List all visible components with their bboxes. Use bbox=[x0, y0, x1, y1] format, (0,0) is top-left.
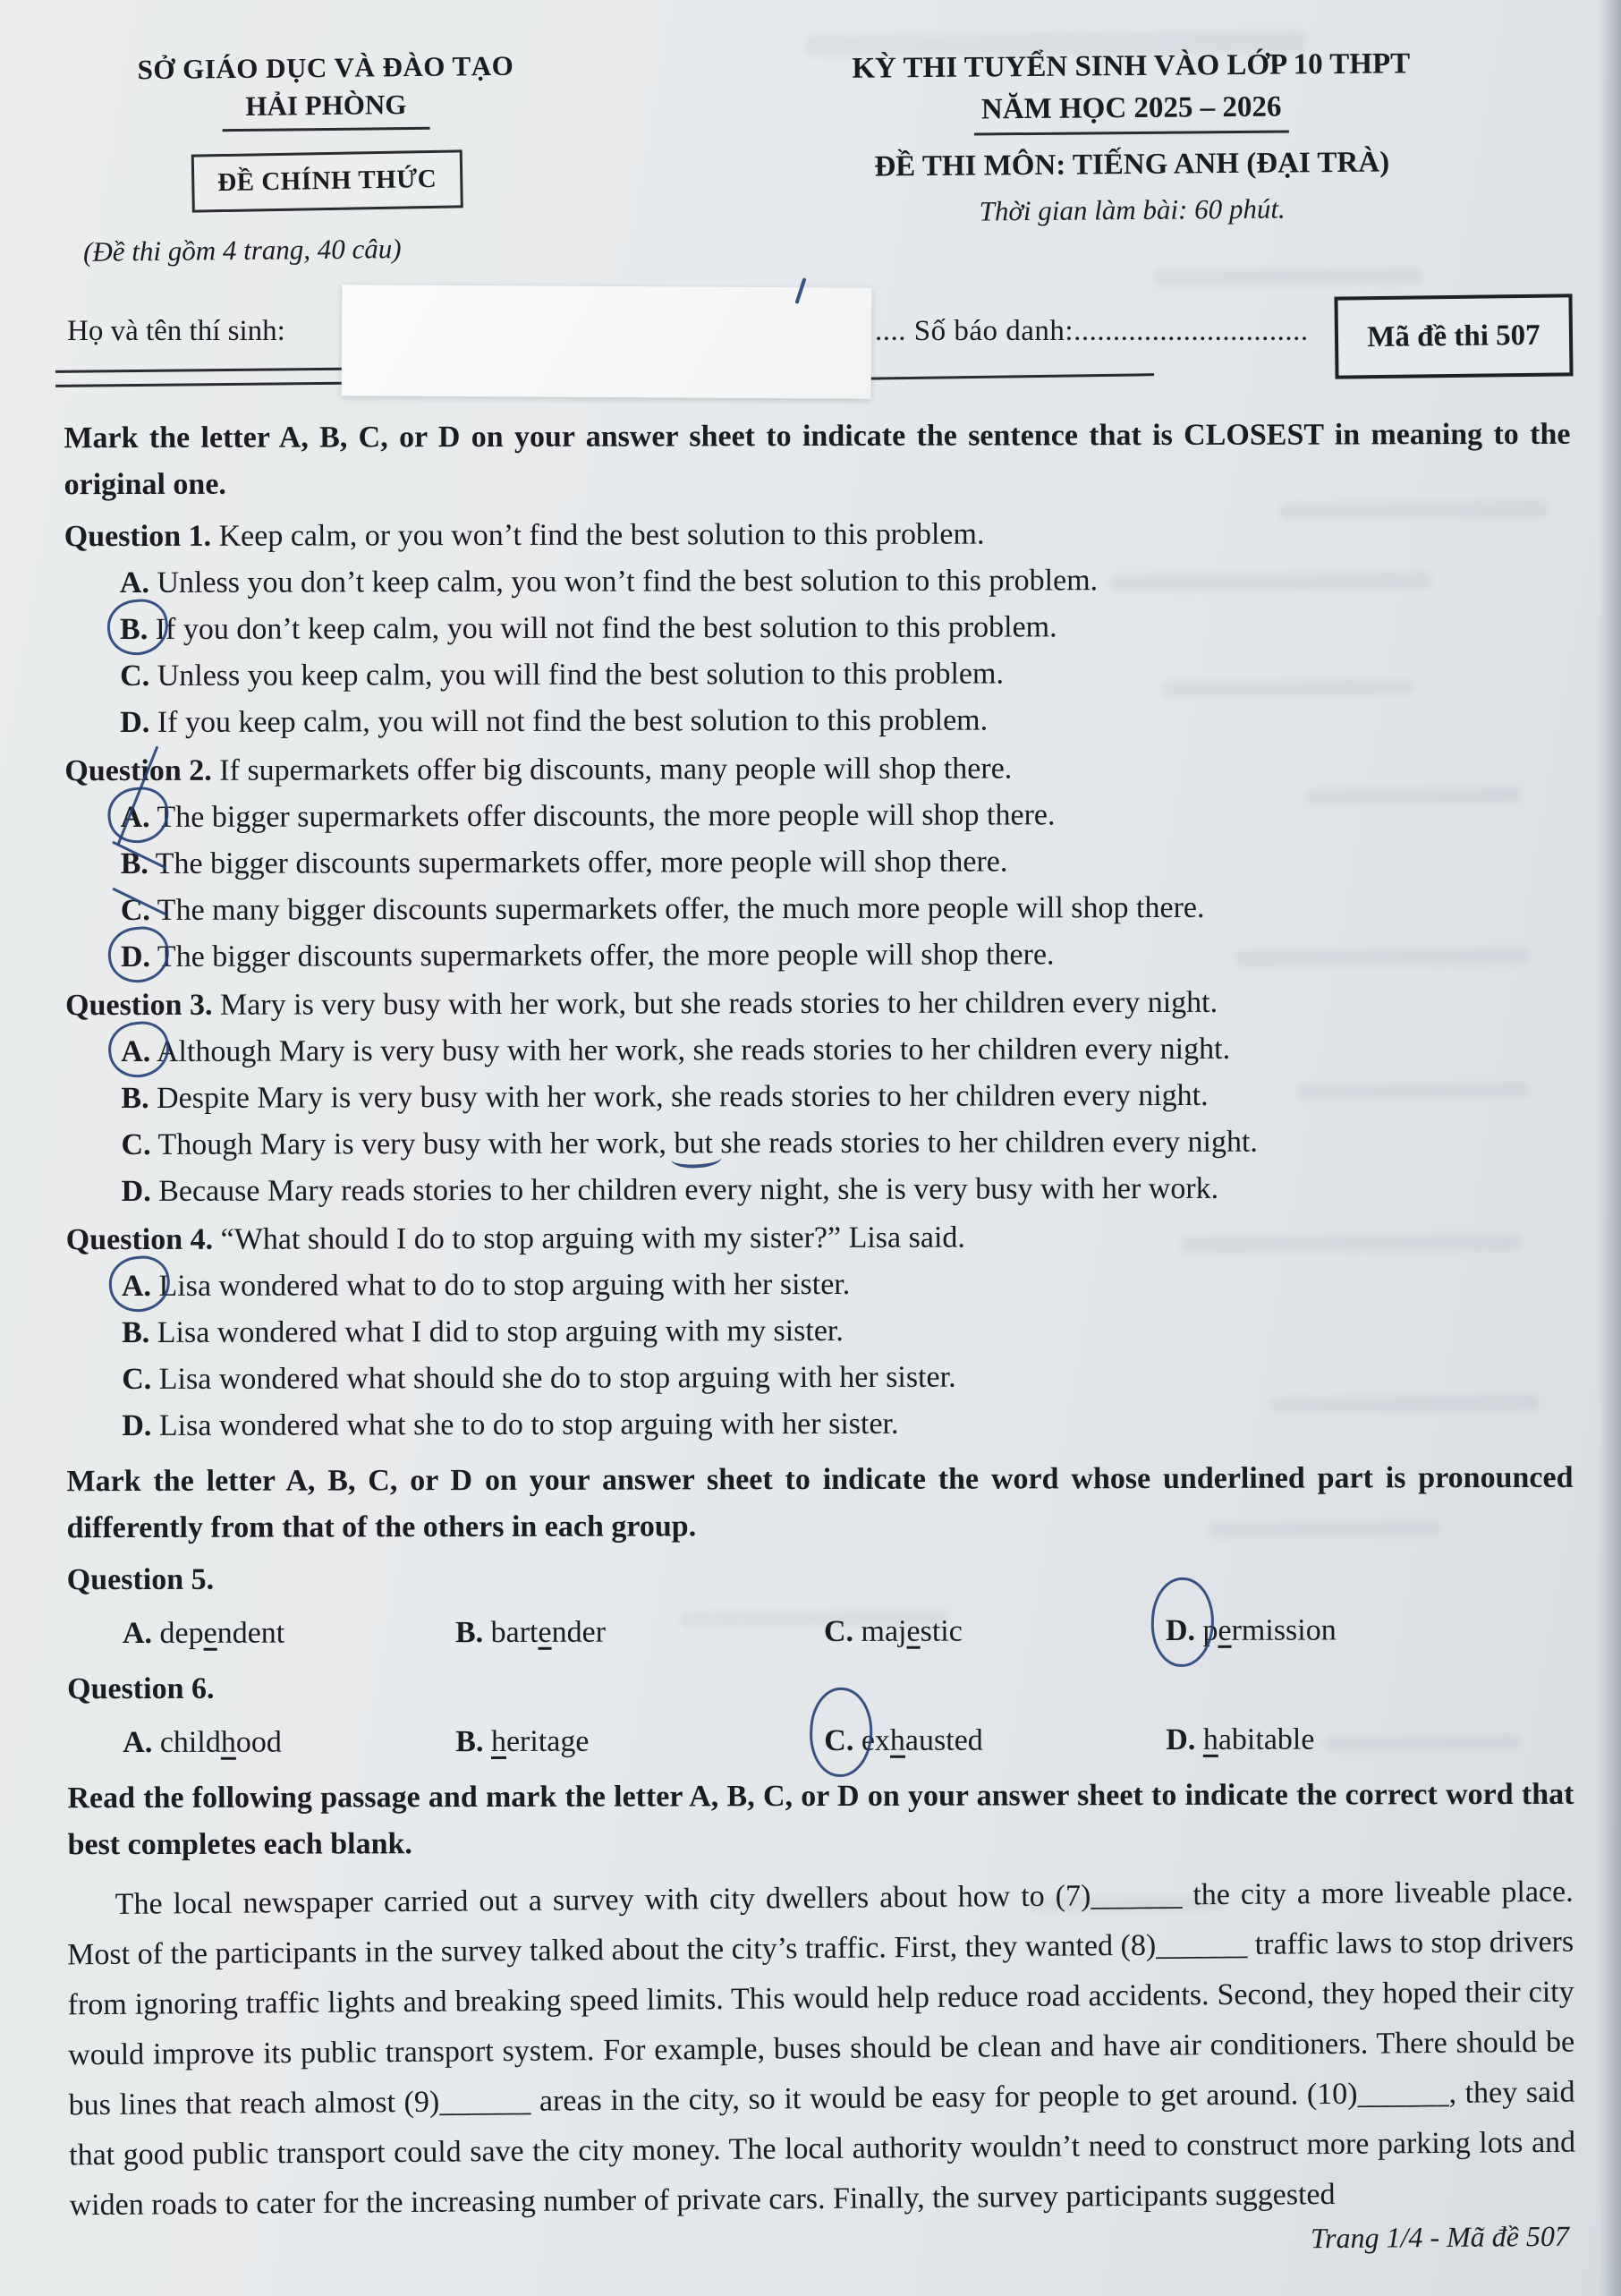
option-letter: C. bbox=[122, 1362, 152, 1397]
option-word bbox=[1202, 1613, 1336, 1646]
option-row bbox=[66, 1306, 1573, 1356]
pen-underlined-word: but bbox=[674, 1127, 713, 1161]
option-text: The many bigger discounts supermarkets offer, the much more people will shop there. bbox=[157, 890, 1205, 927]
word-post: ood bbox=[235, 1725, 282, 1759]
cloze-passage: The local newspaper carried out a survey with city dwellers about how to (7)______ the city a more liveable place. Most of the participants in the survey talked about the city’s traffic. First, they wanted (8)______ traffic laws to stop drivers from ignoring traffic lights and breaking speed limits. This would help reduce road accidents. Second, they hoped their city would improve its public transport system. For example, buses should be clean and have air conditioners. There should be bus lines that reach almost (9)______ areas in the city, so it would be easy for people to get around. (10)______, they said that good public transport could save the city money. The local authority wouldn’t need to construct more parking lots and widen roads to cater for the increasing number of private cars. Finally, the survey participants suggested bbox=[67, 1875, 1576, 2223]
official-exam-box: ĐỀ CHÍNH THỨC bbox=[191, 149, 463, 212]
underlined-letter: e bbox=[906, 1614, 921, 1648]
option-word bbox=[160, 1726, 282, 1759]
bleedthrough-smudge bbox=[1029, 1896, 1226, 1912]
option-letter: C. bbox=[121, 888, 150, 934]
bleedthrough-smudge bbox=[1181, 1233, 1521, 1254]
bleedthrough-smudge bbox=[1208, 1520, 1440, 1538]
section-instruction: Mark the letter A, B, C, or D on your answer sheet to indicate the word whose underlined part is pronounced differently from that of the others in each group. bbox=[66, 1460, 1574, 1545]
word-pre: dep bbox=[159, 1616, 204, 1650]
option-cell bbox=[123, 1610, 455, 1657]
option-text: If you don’t keep calm, you will not find the best solution to this problem. bbox=[155, 610, 1057, 646]
option-word bbox=[491, 1725, 590, 1758]
exam-year: NĂM HỌC 2025 – 2026 bbox=[974, 90, 1289, 135]
option-letter: D. bbox=[122, 1408, 152, 1443]
underlined-letter: e bbox=[538, 1615, 552, 1649]
option-letter: D. bbox=[1166, 1722, 1196, 1756]
bleedthrough-smudge bbox=[1297, 1082, 1530, 1100]
word-post: stic bbox=[920, 1614, 963, 1648]
option-letter: B. bbox=[455, 1724, 484, 1759]
option-letter: C. bbox=[120, 659, 150, 693]
underlined-letter: h bbox=[889, 1723, 905, 1757]
bleedthrough-smudge bbox=[1324, 1735, 1521, 1751]
option-text: If you keep calm, you will not find the best solution to this problem. bbox=[157, 703, 989, 739]
word-post: austed bbox=[904, 1723, 983, 1757]
option-letter: B. bbox=[121, 1081, 149, 1116]
underlined-letter: h bbox=[490, 1724, 506, 1758]
option-letter: A. bbox=[122, 1616, 153, 1651]
option-row bbox=[64, 603, 1571, 653]
option-word bbox=[491, 1616, 606, 1649]
exam-subject: ĐỀ THI MÔN: TIẾNG ANH (ĐẠI TRÀ) bbox=[874, 146, 1390, 183]
option-text: Unless you don’t keep calm, you won’t find the best solution to this problem. bbox=[157, 564, 1099, 600]
option-text: Because Mary reads stories to her children every night, she is very busy with her work. bbox=[158, 1171, 1219, 1208]
underlined-letter: h bbox=[1202, 1722, 1218, 1756]
option-cell bbox=[824, 1717, 1166, 1765]
question-stem bbox=[65, 979, 1572, 1029]
word-pre: ex bbox=[861, 1723, 890, 1757]
word-post: rmission bbox=[1231, 1613, 1337, 1647]
page-footer: Trang 1/4 - Mã đề 507 bbox=[1310, 2219, 1570, 2255]
question-number: Question 4. bbox=[65, 1222, 214, 1257]
option-row bbox=[64, 696, 1571, 746]
option-letter: A. bbox=[120, 795, 149, 841]
organization-name-line2: HẢI PHÒNG bbox=[222, 89, 429, 132]
option-text-pre: Though Mary is very busy with her work, bbox=[157, 1127, 675, 1161]
header-right-block bbox=[683, 47, 1580, 231]
option-row bbox=[65, 884, 1572, 934]
option-text: Despite Mary is very busy with her work, she reads stories to her children every night. bbox=[157, 1078, 1209, 1115]
exam-duration: Thời gian làm bài: 60 phút. bbox=[979, 192, 1286, 227]
word-pre: maj bbox=[861, 1614, 907, 1648]
option-letter: D. bbox=[1166, 1608, 1195, 1654]
option-row bbox=[66, 1260, 1573, 1310]
bleedthrough-smudge bbox=[1109, 571, 1431, 591]
option-letter: A. bbox=[121, 1029, 150, 1076]
option-letter: D. bbox=[121, 934, 150, 981]
underlined-letter: e bbox=[1218, 1613, 1232, 1647]
option-letter: A. bbox=[119, 565, 149, 600]
question-number: Question 1. bbox=[64, 519, 212, 554]
option-row bbox=[66, 1165, 1573, 1215]
option-text: Lisa wondered what she to do to stop arguing with her sister. bbox=[158, 1407, 899, 1442]
option-text-post: she reads stories to her children every night. bbox=[712, 1125, 1258, 1161]
word-post: abitable bbox=[1218, 1722, 1315, 1756]
exam-content bbox=[64, 403, 1574, 2226]
word-post: ndent bbox=[216, 1616, 285, 1650]
word-post: eritage bbox=[505, 1724, 590, 1758]
option-word bbox=[861, 1724, 983, 1757]
option-letter: A. bbox=[122, 1263, 151, 1310]
option-letter: B. bbox=[121, 841, 149, 888]
underlined-letter: h bbox=[220, 1725, 236, 1759]
option-letter: B. bbox=[120, 607, 148, 653]
question-text: “What should I do to stop arguing with my sister?” Lisa said. bbox=[220, 1220, 965, 1256]
option-letter: B. bbox=[122, 1315, 150, 1350]
word-pre: p bbox=[1202, 1613, 1218, 1647]
option-cell bbox=[455, 1718, 824, 1765]
redaction-box bbox=[342, 285, 872, 399]
option-row bbox=[65, 1118, 1572, 1169]
question-text: Mary is very busy with her work, but she reads stories to her children every night. bbox=[219, 985, 1218, 1022]
option-text: Lisa wondered what I did to stop arguing with my sister. bbox=[157, 1314, 844, 1349]
option-row bbox=[65, 1025, 1572, 1076]
underlined-letter: e bbox=[203, 1616, 217, 1650]
option-text: The bigger discounts supermarkets offer, the more people will shop there. bbox=[157, 938, 1055, 974]
bleedthrough-smudge bbox=[1279, 500, 1548, 521]
word-pre: child bbox=[159, 1725, 221, 1759]
header-left-block bbox=[71, 49, 582, 268]
candidate-name-label: Họ và tên thí sinh: bbox=[67, 315, 285, 347]
question-number: Question 5. bbox=[66, 1562, 215, 1597]
option-text: Lisa wondered what to do to stop arguing with her sister. bbox=[158, 1267, 851, 1303]
option-word bbox=[159, 1617, 284, 1650]
question-text: If supermarkets offer big discounts, many people will shop there. bbox=[219, 752, 1013, 787]
page-edge-shadow bbox=[1598, 0, 1621, 2296]
bleedthrough-smudge bbox=[1163, 679, 1413, 697]
option-cell bbox=[1166, 1607, 1574, 1654]
exam-title: KỲ THI TUYỂN SINH VÀO LỚP 10 THPT bbox=[852, 47, 1411, 85]
bleedthrough-smudge bbox=[1306, 787, 1521, 804]
question-number: Question 6. bbox=[67, 1671, 215, 1706]
candidate-id-label: .... Số báo danh:.............................. bbox=[875, 315, 1309, 347]
question-text: Keep calm, or you won’t find the best solution to this problem. bbox=[218, 517, 985, 553]
section-instruction: Mark the letter A, B, C, or D on your answer sheet to indicate the sentence that is CLOSEST in meaning to the original one. bbox=[64, 417, 1571, 502]
option-text: The bigger supermarkets offer discounts, the more people will shop there. bbox=[157, 798, 1056, 834]
option-text: Lisa wondered what should she do to stop arguing with her sister. bbox=[158, 1360, 956, 1396]
option-letter: A. bbox=[123, 1725, 153, 1760]
bleedthrough-smudge bbox=[680, 1610, 948, 1628]
option-text: Although Mary is very busy with her work, she reads stories to her children every night. bbox=[156, 1032, 1231, 1068]
option-letter: C. bbox=[121, 1127, 151, 1162]
bleedthrough-smudge bbox=[1270, 1395, 1539, 1414]
option-letter: C. bbox=[823, 1614, 854, 1648]
question-number: Question 2. bbox=[64, 753, 212, 788]
organization-name-line1: SỞ GIÁO DỤC VÀ ĐÀO TẠO bbox=[137, 49, 514, 86]
option-word bbox=[1203, 1723, 1315, 1756]
option-letter: B. bbox=[454, 1615, 484, 1650]
word-post: nder bbox=[551, 1615, 607, 1649]
exam-pages-note: (Đề thi gồm 4 trang, 40 câu) bbox=[82, 233, 402, 268]
section-instruction: Read the following passage and mark the letter A, B, C, or D on your answer sheet to indicate the correct word that best completes each blank. bbox=[67, 1777, 1574, 1862]
bleedthrough-smudge bbox=[1154, 268, 1422, 288]
question-number: Question 3. bbox=[65, 988, 213, 1023]
bleedthrough-smudge bbox=[805, 30, 1306, 58]
option-text: The bigger discounts supermarkets offer, more people will shop there. bbox=[155, 845, 1008, 880]
question-stem bbox=[67, 1553, 1574, 1603]
option-letter: C. bbox=[824, 1718, 853, 1765]
option-letter: D. bbox=[121, 1174, 151, 1209]
word-pre: bart bbox=[490, 1615, 539, 1649]
option-letter: D. bbox=[120, 705, 150, 740]
option-text: Unless you keep calm, you will find the best solution to this problem. bbox=[157, 657, 1004, 693]
bleedthrough-smudge bbox=[1235, 948, 1530, 968]
exam-code-box: Mã đề thi 507 bbox=[1334, 293, 1573, 378]
option-row bbox=[65, 838, 1572, 888]
option-cell bbox=[123, 1719, 455, 1766]
